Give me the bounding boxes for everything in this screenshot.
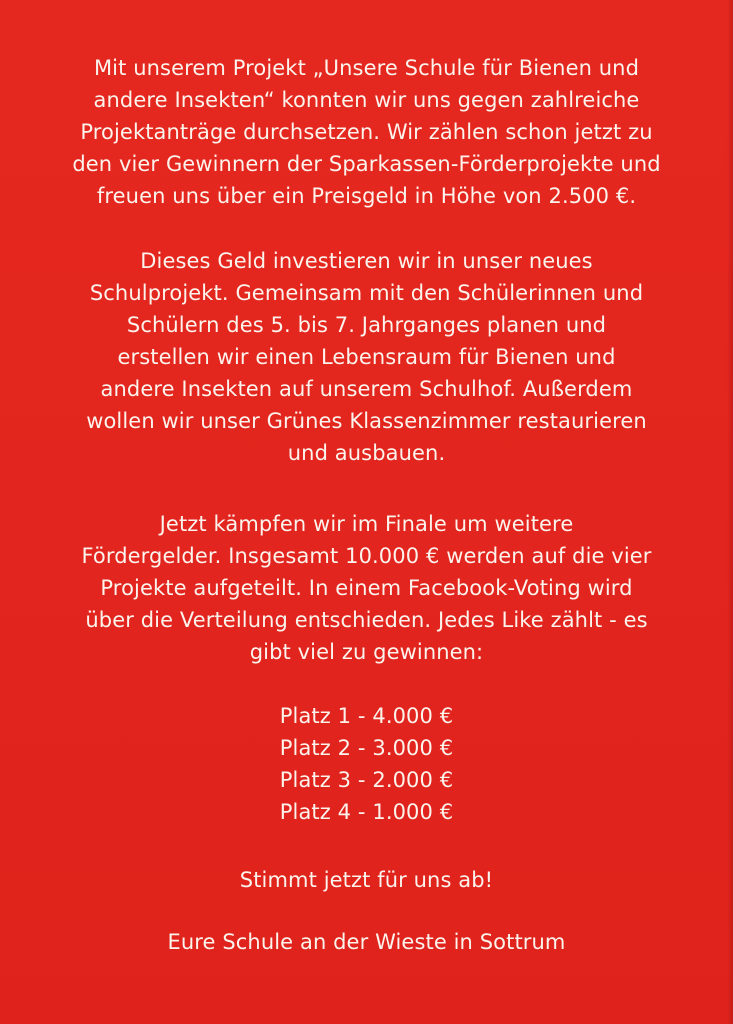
project-paragraph — [20, 245, 713, 469]
text-line: Dieses Geld investieren wir in unser neues — [140, 249, 593, 273]
page-edge-shadow — [727, 0, 733, 1024]
text-line: über die Verteilung entschieden. Jedes Like zählt - es — [85, 608, 648, 632]
text-line: Mit unserem Projekt „Unsere Schule für Bienen und — [93, 56, 640, 80]
text-line: Fördergelder. Insgesamt 10.000 € werden auf die vier — [81, 544, 652, 568]
text-line: andere Insekten“ konnten wir uns gegen zahlreiche — [93, 88, 640, 112]
text-line: wollen wir unser Grünes Klassenzimmer restaurieren — [86, 409, 647, 433]
finale-paragraph — [20, 508, 713, 668]
signature-text: Eure Schule an der Wieste in Sottrum — [167, 930, 566, 954]
call-to-action — [20, 864, 713, 896]
text-line: Projekte aufgeteilt. In einem Facebook-Voting wird — [100, 576, 633, 600]
intro-paragraph — [20, 52, 713, 212]
prize-item: Platz 3 - 2.000 € — [279, 768, 454, 792]
text-line: Schülern des 5. bis 7. Jahrganges planen und — [126, 313, 607, 337]
prize-item: Platz 4 - 1.000 € — [279, 800, 454, 824]
text-line: erstellen wir einen Lebensraum für Bienen und — [117, 345, 616, 369]
text-line: gibt viel zu gewinnen: — [249, 640, 484, 664]
prize-item: Platz 2 - 3.000 € — [279, 736, 454, 760]
call-to-action-text: Stimmt jetzt für uns ab! — [239, 868, 494, 892]
prize-list — [20, 700, 713, 828]
text-line: Jetzt kämpfen wir im Finale um weitere — [159, 512, 574, 536]
signature — [20, 926, 713, 958]
text-line: und ausbauen. — [287, 441, 446, 465]
text-line: Projektanträge durchsetzen. Wir zählen schon jetzt zu — [80, 120, 653, 144]
text-line: den vier Gewinnern der Sparkassen-Förderprojekte und — [72, 152, 661, 176]
text-line: freuen uns über ein Preisgeld in Höhe von 2.500 €. — [96, 184, 637, 208]
text-line: andere Insekten auf unserem Schulhof. Außerdem — [100, 377, 633, 401]
text-line: Schulprojekt. Gemeinsam mit den Schülerinnen und — [89, 281, 644, 305]
prize-item: Platz 1 - 4.000 € — [279, 704, 454, 728]
